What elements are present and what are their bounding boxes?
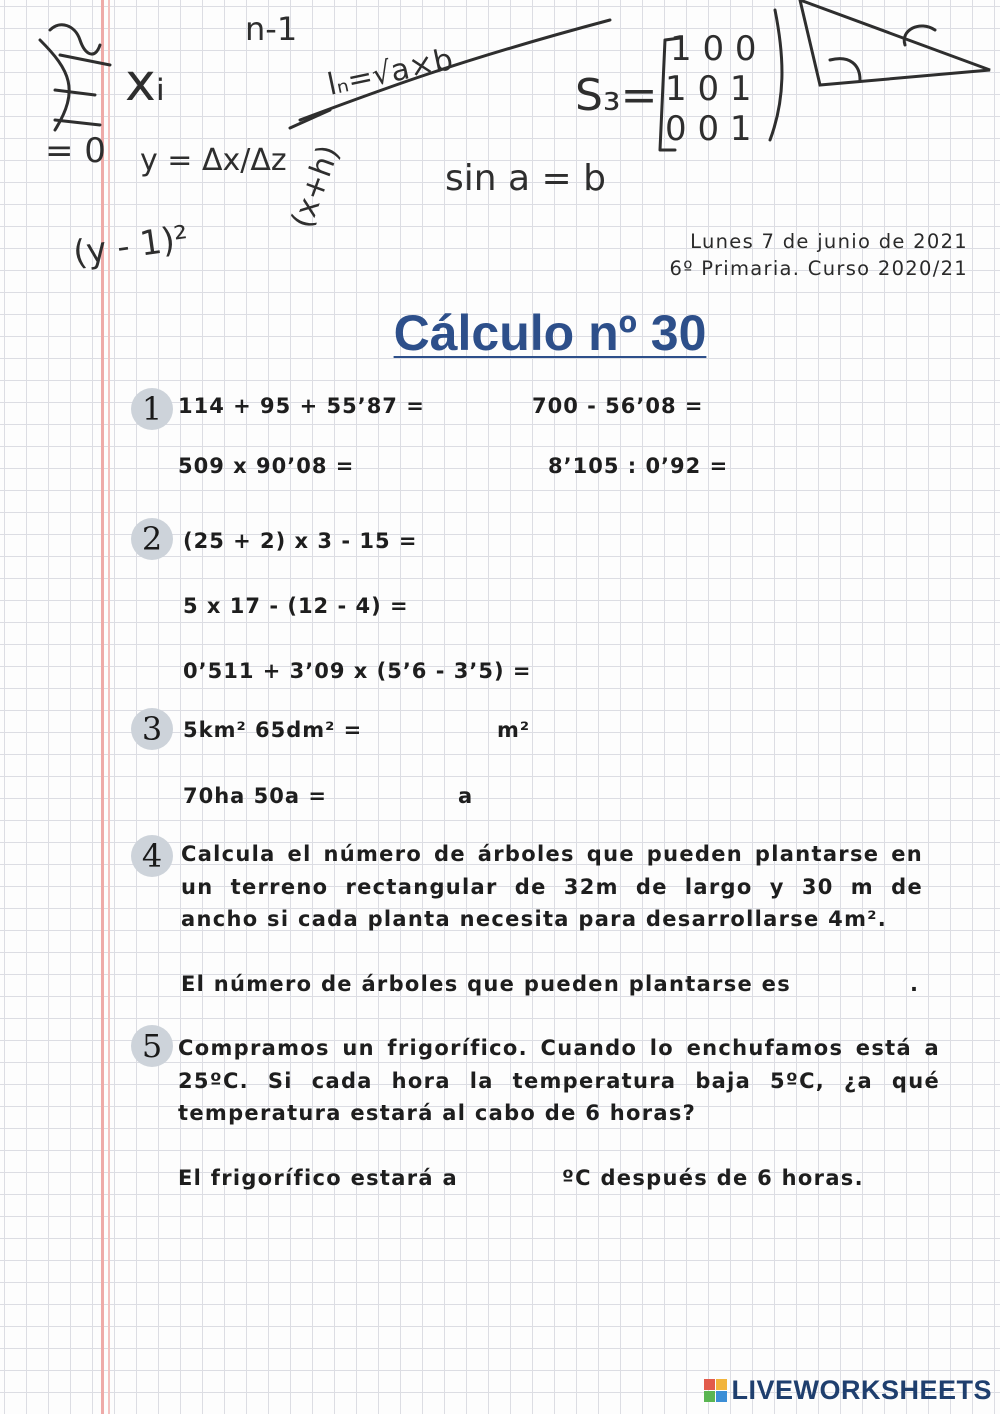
exercise-3-unit-2: a xyxy=(458,784,474,808)
doodle-binomial: (x+h) xyxy=(284,140,347,233)
exercise-3-badge: 3 xyxy=(131,708,173,750)
doodle-sine: sin a = b xyxy=(445,158,606,199)
worksheet-header xyxy=(670,228,968,282)
exercise-2-item-3: 0’511 + 3’09 x (5’6 - 3’5) = xyxy=(183,659,532,683)
exercise-2-item-1: (25 + 2) x 3 - 15 = xyxy=(183,529,418,553)
exercise-4-answer-suffix: . xyxy=(910,972,919,996)
exercise-1-badge: 1 xyxy=(131,388,173,430)
doodle-zero: = 0 xyxy=(45,131,106,171)
doodle-matrix-row-3: 0 0 1 xyxy=(665,109,752,149)
exercise-2-badge: 2 xyxy=(131,518,173,560)
exercise-1-item-2: 700 - 56’08 = xyxy=(532,394,704,418)
exercise-3-item-2: 70ha 50a = xyxy=(183,784,327,808)
liveworksheets-logo-text: LIVEWORKSHEETS xyxy=(731,1375,992,1405)
exercise-4-answer-prefix: El número de árboles que pueden plantarse es xyxy=(181,972,792,996)
liveworksheets-logo-icon xyxy=(704,1379,727,1402)
doodle-square: (y - 1)² xyxy=(70,218,191,274)
doodle-matrix-row-1: 1 0 0 xyxy=(670,29,757,69)
exercise-5-badge: 5 xyxy=(131,1025,173,1067)
exercise-1-item-4: 8’105 : 0’92 = xyxy=(548,454,729,478)
exercise-5-statement: Compramos un frigorífico. Cuando lo enchufamos está a 25ºC. Si cada hora la temperatura baja 5ºC, ¿a qué temperatura estará al cabo de 6 horas? xyxy=(178,1036,940,1125)
worksheet-course: 6º Primaria. Curso 2020/21 xyxy=(669,257,968,280)
doodle-derivative: y = Δx/Δz xyxy=(140,143,287,178)
exercise-3-item-1: 5km² 65dm² = xyxy=(183,718,363,742)
doodle-matrix-label: S₃= xyxy=(575,70,658,121)
page-title: Cálculo nº 30 xyxy=(393,305,707,361)
exercise-2-item-2: 5 x 17 - (12 - 4) = xyxy=(183,594,409,618)
doodle-sum: xᵢ xyxy=(125,53,166,113)
doodle-matrix-row-2: 1 0 1 xyxy=(665,69,752,109)
exercise-5-answer-suffix: ºC después de 6 horas. xyxy=(562,1166,864,1190)
liveworksheets-logo xyxy=(704,1375,992,1406)
doodle-exponent: n-1 xyxy=(245,10,298,48)
exercise-5-answer-prefix: El frigorífico estará a xyxy=(178,1166,458,1190)
exercise-1-item-3: 509 x 90’08 = xyxy=(178,454,355,478)
worksheet-date: Lunes 7 de junio de 2021 xyxy=(690,230,968,253)
exercise-1-item-1: 114 + 95 + 55’87 = xyxy=(178,394,425,418)
doodle-root: lₙ=√a×b xyxy=(324,42,456,103)
exercise-4-statement: Calcula el número de árboles que pueden plantarse en un terreno rectangular de 32m de largo y 30 m de ancho si cada planta necesita para desarrollarse 4m². xyxy=(181,842,923,931)
exercise-4-badge: 4 xyxy=(131,835,173,877)
exercise-3-unit-1: m² xyxy=(497,718,531,742)
